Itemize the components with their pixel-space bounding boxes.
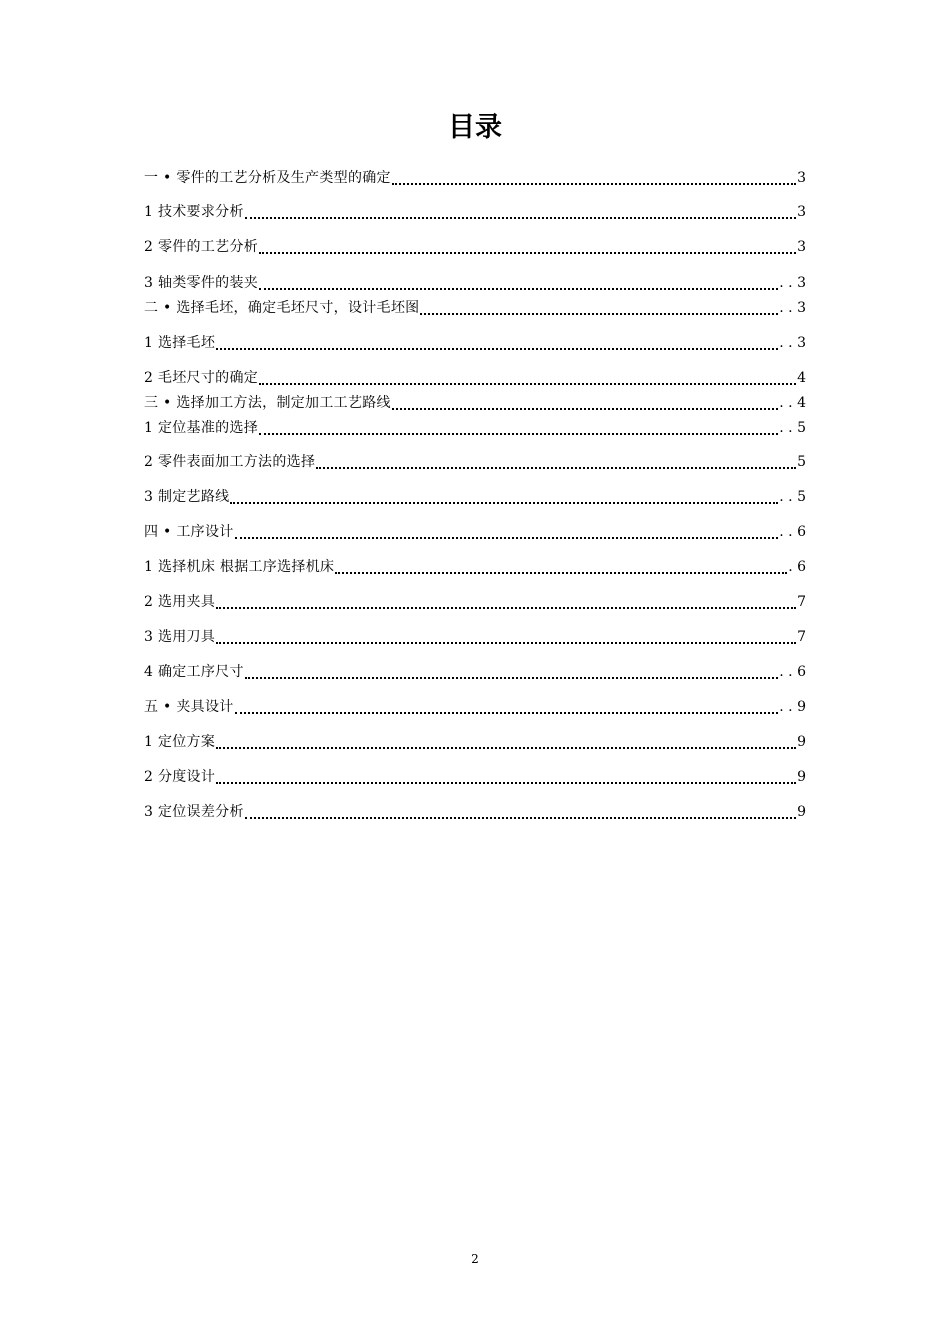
- toc-dot-leader: [230, 493, 778, 504]
- toc-entry[interactable]: [144, 391, 806, 415]
- toc-entry-label: 2 选用夹具: [144, 594, 216, 610]
- toc-dot-leader: [216, 598, 796, 609]
- toc-dot-leader: [245, 808, 796, 819]
- toc-entry-page: 9: [797, 734, 806, 750]
- toc-dot-leader: [259, 424, 778, 435]
- toc-dot-leader: [216, 773, 796, 784]
- toc-entry[interactable]: [144, 235, 806, 259]
- toc-entry[interactable]: [144, 625, 806, 649]
- toc-entry[interactable]: [144, 331, 806, 355]
- toc-entry-page: 9: [797, 804, 806, 820]
- toc-entry[interactable]: [144, 555, 806, 579]
- toc-entry-page: . . 3: [779, 300, 806, 316]
- toc-entry-page: . . 3: [779, 335, 806, 351]
- toc-dot-leader: [245, 208, 796, 219]
- toc-entry-page: 9: [797, 769, 806, 785]
- toc-entry-page: . . 3: [779, 275, 806, 291]
- toc-dot-leader: [235, 528, 779, 539]
- toc-entry-page: . 6: [788, 559, 806, 575]
- toc-dot-leader: [392, 399, 778, 410]
- toc-entry-page: . . 5: [779, 489, 806, 505]
- toc-entry-page: . . 6: [779, 524, 806, 540]
- toc-entry-label: 3 定位误差分析: [144, 804, 244, 820]
- toc-entry-label: 1 定位基准的选择: [144, 420, 259, 436]
- toc-entry[interactable]: [144, 765, 806, 789]
- toc-entry-page: . . 9: [779, 699, 806, 715]
- toc-dot-leader: [216, 738, 796, 749]
- toc-entry-page: 3: [797, 204, 806, 220]
- toc-entry-page: 3: [797, 170, 806, 186]
- toc-entry-label: 二 • 选择毛坯，确定毛坯尺寸，设计毛坯图: [144, 300, 420, 316]
- toc-entry-page: 5: [797, 454, 806, 470]
- toc-dot-leader: [259, 374, 796, 385]
- toc-dot-leader: [216, 633, 796, 644]
- toc-entry[interactable]: [144, 695, 806, 719]
- toc-entry-label: 一 • 零件的工艺分析及生产类型的确定: [144, 170, 391, 186]
- toc-entry-label: 1 定位方案: [144, 734, 216, 750]
- toc-entry-page: 7: [797, 629, 806, 645]
- toc-entry-page: 4: [797, 370, 806, 386]
- toc-entry-label: 1 选择机床 根据工序选择机床: [144, 559, 335, 575]
- toc-dot-leader: [259, 279, 778, 290]
- page-number: 2: [471, 1252, 479, 1266]
- toc-entry[interactable]: [144, 590, 806, 614]
- toc-entry[interactable]: [144, 800, 806, 824]
- toc-dot-leader: [235, 703, 779, 714]
- toc-entry-label: 2 毛坯尺寸的确定: [144, 370, 259, 386]
- toc-entry-page: . . 5: [779, 420, 806, 436]
- toc-entry-label: 2 零件表面加工方法的选择: [144, 454, 316, 470]
- toc-dot-leader: [216, 339, 778, 350]
- toc-entry-page: 3: [797, 239, 806, 255]
- toc-entry-label: 2 分度设计: [144, 769, 216, 785]
- toc-entry-label: 3 轴类零件的装夹: [144, 275, 259, 291]
- toc-entry-label: 3 制定艺路线: [144, 489, 230, 505]
- toc-entry[interactable]: [144, 166, 806, 190]
- toc-entry-label: 四 • 工序设计: [144, 524, 234, 540]
- toc-entry-label: 3 选用刀具: [144, 629, 216, 645]
- toc-dot-leader: [259, 243, 796, 254]
- toc-dot-leader: [335, 563, 787, 574]
- toc-entry-label: 4 确定工序尺寸: [144, 664, 244, 680]
- toc-entry[interactable]: [144, 450, 806, 474]
- toc-entry[interactable]: [144, 730, 806, 754]
- toc-entry[interactable]: [144, 296, 806, 320]
- toc-entry[interactable]: [144, 416, 806, 440]
- toc-entry-label: 三 • 选择加工方法，制定加工工艺路线: [144, 395, 391, 411]
- toc-entry-label: 2 零件的工艺分析: [144, 239, 259, 255]
- toc-entry-label: 1 选择毛坯: [144, 335, 216, 351]
- toc-entry[interactable]: [144, 366, 806, 390]
- toc-dot-leader: [316, 458, 796, 469]
- toc-dot-leader: [420, 304, 778, 315]
- toc-entry[interactable]: [144, 520, 806, 544]
- toc-entry-label: 1 技术要求分析: [144, 204, 244, 220]
- toc-entry-page: . . 6: [779, 664, 806, 680]
- toc-entry-label: 五 • 夹具设计: [144, 699, 234, 715]
- toc-entry-page: 7: [797, 594, 806, 610]
- toc-entry[interactable]: [144, 660, 806, 684]
- toc-dot-leader: [245, 668, 779, 679]
- toc-entry[interactable]: [144, 271, 806, 295]
- page-title: 目录: [448, 112, 502, 143]
- toc-entry-page: . . 4: [779, 395, 806, 411]
- toc-entry[interactable]: [144, 200, 806, 224]
- toc-entry[interactable]: [144, 485, 806, 509]
- toc-dot-leader: [392, 174, 796, 185]
